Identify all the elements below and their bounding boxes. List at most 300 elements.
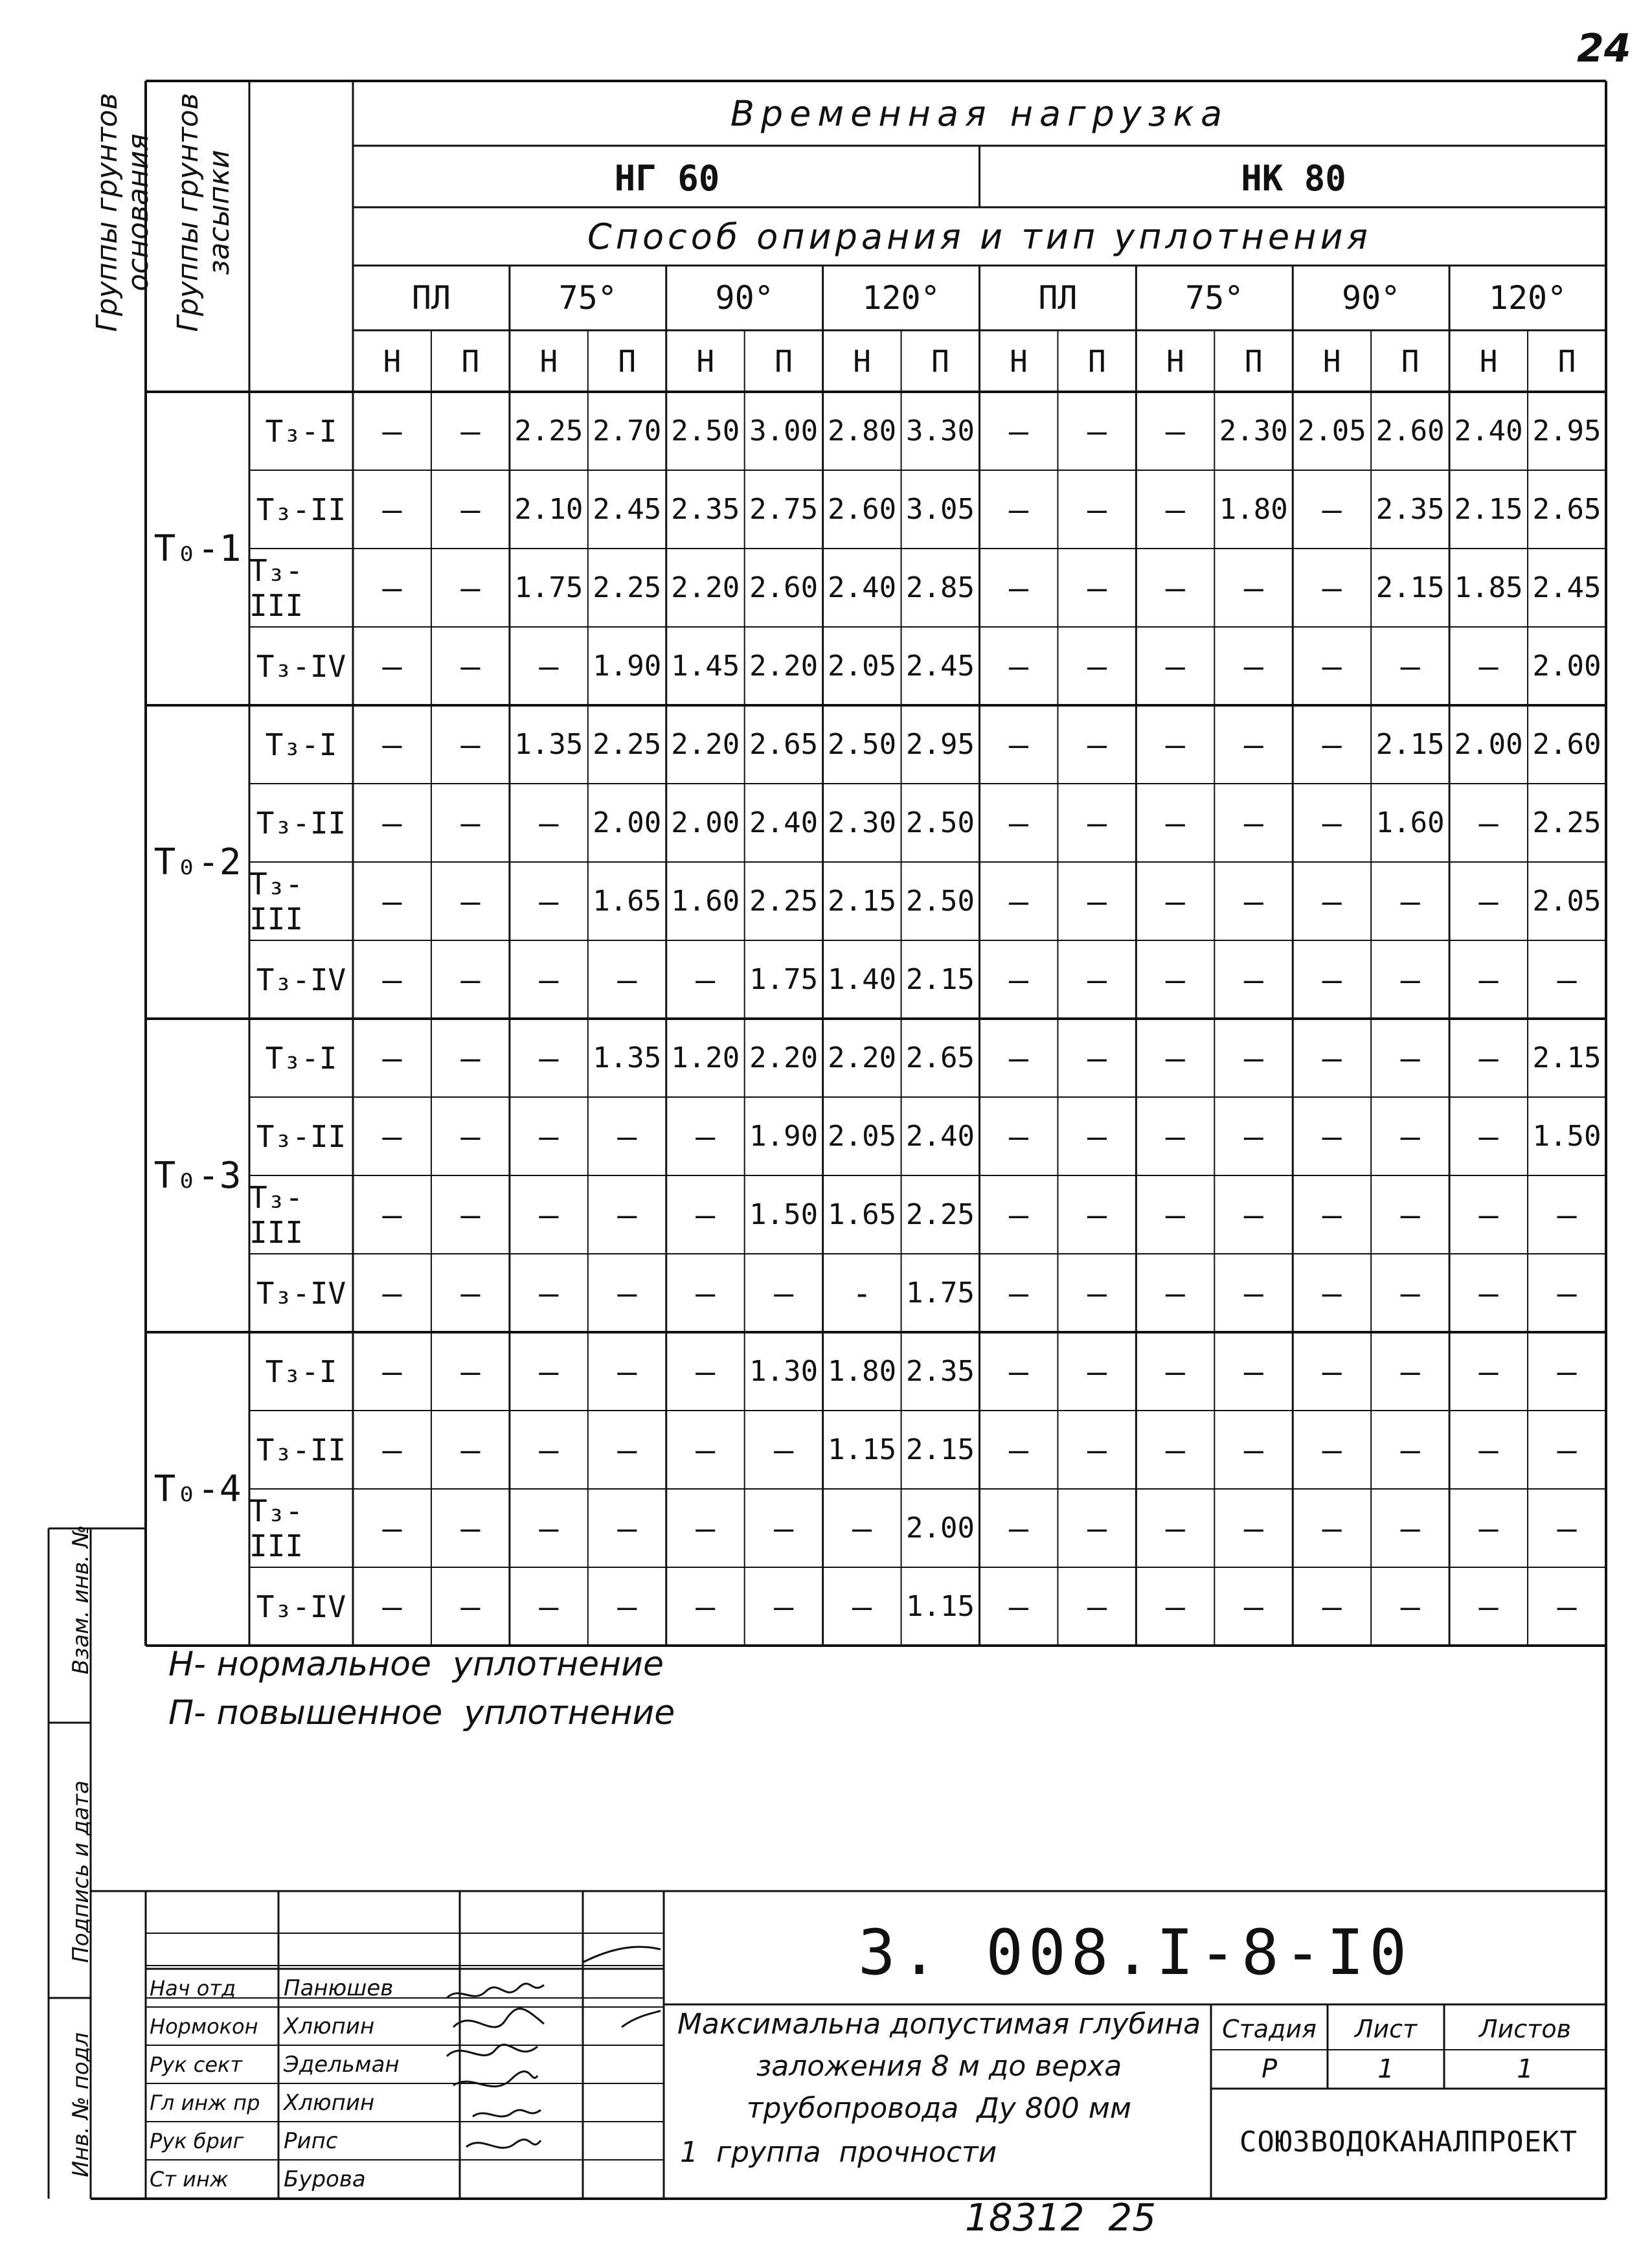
depth-value-cell: — [382,1274,402,1312]
depth-value-cell: — [1165,1196,1185,1234]
depth-value-cell: — [1243,1196,1263,1234]
depth-value-cell: — [539,960,559,999]
subcol-header-10: Н [1166,343,1184,379]
depth-value-cell: — [617,1352,637,1390]
depth-value-cell: — [382,569,402,607]
depth-value-cell: — [774,1587,794,1626]
subcol-header-1: П [461,343,480,379]
staff-name: Хлюпин [284,2089,375,2116]
depth-value-cell: — [1008,1117,1029,1155]
backfill-group-label: Т₃-III [249,866,304,936]
depth-value-cell: 3.05 [906,493,975,526]
depth-value-cell: — [1008,1352,1029,1390]
staff-role: Нормокон [150,2013,258,2039]
depth-value-cell: — [1322,960,1342,999]
depth-value-cell: — [1322,569,1342,607]
depth-value-cell: — [1322,1431,1342,1469]
depth-value-cell: — [696,1509,716,1547]
depth-value-cell: — [382,412,402,450]
depth-value-cell: 1.30 [749,1355,819,1388]
depth-value-cell: — [1478,1117,1499,1155]
depth-value-cell: 2.30 [828,806,897,839]
base-group-label: Т₀-1 [153,527,242,570]
depth-value-cell: — [1322,725,1342,764]
organization-name: СОЮЗВОДОКАНАЛПРОЕКТ [1239,2126,1578,2159]
depth-value-cell: — [1322,1117,1342,1155]
depth-value-cell: — [1165,1587,1185,1626]
depth-value-cell: — [1165,1274,1185,1312]
depth-value-cell: 1.50 [749,1198,819,1231]
depth-value-cell: — [1322,882,1342,920]
depth-value-cell: 2.05 [1297,414,1366,448]
sheets-label: Листов [1479,2014,1571,2043]
depth-value-cell: — [539,1196,559,1234]
depth-value-cell: — [1165,882,1185,920]
depth-value-cell: 2.75 [749,493,819,526]
subcol-header-2: Н [539,343,558,379]
depth-value-cell: 2.30 [1219,414,1288,448]
backfill-group-label: Т₃-II [256,805,346,841]
depth-value-cell: 2.60 [1532,728,1601,761]
angle-header-4: ПЛ [1038,279,1078,317]
depth-value-cell: — [460,960,481,999]
depth-value-cell: 2.70 [593,414,662,448]
depth-value-cell: — [539,1352,559,1390]
support-type-title: Способ опирания и тип уплотнения [587,216,1372,257]
base-group-label: Т₀-2 [153,841,242,883]
depth-value-cell: — [1087,490,1107,528]
subcol-header-12: Н [1322,343,1341,379]
depth-value-cell: 2.15 [906,1433,975,1466]
depth-value-cell: — [1400,1587,1420,1626]
depth-value-cell: — [1165,1509,1185,1547]
depth-value-cell: — [1400,1117,1420,1155]
depth-value-cell: 1.75 [514,571,583,604]
depth-value-cell: 2.05 [828,650,897,683]
depth-value-cell: — [539,804,559,842]
depth-value-cell: — [696,1352,716,1390]
depth-value-cell: — [1400,1274,1420,1312]
depth-value-cell: 2.50 [828,728,897,761]
backfill-group-label: Т₃-III [249,552,304,623]
depth-value-cell: — [460,1274,481,1312]
staff-name: Рипс [284,2127,338,2154]
depth-value-cell: — [382,1587,402,1626]
depth-value-cell: — [1087,569,1107,607]
depth-value-cell: 2.40 [749,806,819,839]
depth-value-cell: — [1400,1431,1420,1469]
depth-value-cell: 2.50 [906,806,975,839]
depth-value-cell: — [1478,1352,1499,1390]
depth-value-cell: 2.85 [906,571,975,604]
depth-value-cell: - [852,1274,872,1312]
depth-value-cell: 1.65 [593,885,662,918]
depth-value-cell: — [696,1117,716,1155]
depth-value-cell: 2.35 [906,1355,975,1388]
depth-value-cell: — [1165,1117,1185,1155]
depth-value-cell: 2.35 [1375,493,1445,526]
depth-value-cell: — [460,1431,481,1469]
base-group-label: Т₀-4 [153,1468,242,1510]
depth-value-cell: — [1008,804,1029,842]
depth-value-cell: — [1243,725,1263,764]
depth-value-cell: — [1243,1274,1263,1312]
depth-value-cell: — [1243,882,1263,920]
stamp-signature-date: Подпись и дата [68,1780,94,1963]
depth-value-cell: — [382,647,402,685]
depth-value-cell: — [1322,804,1342,842]
depth-value-cell: 2.05 [828,1120,897,1153]
depth-value-cell: — [1557,1509,1577,1547]
staff-name: Хлюпин [284,2013,375,2039]
depth-value-cell: — [1165,725,1185,764]
depth-value-cell: — [539,1117,559,1155]
depth-value-cell: 2.05 [1532,885,1601,918]
depth-value-cell: — [1008,960,1029,999]
depth-value-cell: — [1008,1509,1029,1547]
backfill-group-label: Т₃-III [249,1493,304,1563]
description-line-1: Максимальна допустимая глубина [677,2008,1201,2041]
depth-value-cell: 2.60 [749,571,819,604]
depth-value-cell: — [617,1274,637,1312]
depth-value-cell: — [696,960,716,999]
angle-header-5: 75° [1185,279,1244,317]
depth-value-cell: — [1322,1039,1342,1077]
depth-value-cell: — [1557,1352,1577,1390]
depth-value-cell: 2.50 [671,414,740,448]
depth-value-cell: — [1087,960,1107,999]
angle-header-7: 120° [1488,279,1567,317]
depth-value-cell: — [1400,1039,1420,1077]
angle-header-6: 90° [1342,279,1401,317]
depth-value-cell: — [1557,1587,1577,1626]
depth-value-cell: — [1008,1196,1029,1234]
depth-value-cell: — [1557,1274,1577,1312]
backfill-group-label: Т₃-I [265,1354,337,1389]
depth-value-cell: — [1322,1196,1342,1234]
depth-value-cell: — [852,1509,872,1547]
depth-value-cell: 1.90 [593,650,662,683]
load-group-ng60: НГ 60 [614,157,720,199]
depth-value-cell: — [1478,1431,1499,1469]
depth-value-cell: — [1087,1587,1107,1626]
depth-value-cell: — [1478,647,1499,685]
depth-value-cell: — [539,1509,559,1547]
depth-value-cell: — [1557,1196,1577,1234]
depth-value-cell: — [1478,960,1499,999]
subcol-header-5: П [775,343,793,379]
depth-value-cell: — [382,1117,402,1155]
depth-value-cell: 1.35 [593,1041,662,1074]
depth-value-cell: 1.85 [1454,571,1523,604]
depth-value-cell: — [1400,1352,1420,1390]
subcol-header-15: П [1557,343,1576,379]
depth-value-cell: 2.65 [1532,493,1601,526]
depth-value-cell: — [1243,569,1263,607]
document-code: 3. 008.I-8-I0 [857,1916,1412,1989]
depth-value-cell: 2.80 [828,414,897,448]
staff-role: Рук бриг [150,2128,244,2153]
sheet-value: 1 [1377,2054,1394,2084]
depth-value-cell: — [696,1431,716,1469]
depth-value-cell: 2.20 [671,571,740,604]
depth-value-cell: — [1008,1431,1029,1469]
subcol-header-8: Н [1010,343,1028,379]
depth-value-cell: — [696,1274,716,1312]
depth-value-cell: — [1478,1274,1499,1312]
subcol-header-9: П [1088,343,1106,379]
description-line-2: заложения 8 м до верха [756,2050,1122,2083]
depth-value-cell: — [539,647,559,685]
depth-value-cell: — [1478,1587,1499,1626]
depth-value-cell: — [539,1431,559,1469]
backfill-group-label: Т₃-II [256,1432,346,1468]
depth-value-cell: — [539,1039,559,1077]
depth-value-cell: 2.15 [1454,493,1523,526]
depth-value-cell: — [382,1039,402,1077]
depth-value-cell: — [1322,647,1342,685]
base-soil-group-header: Группы грунтов основания [90,93,155,332]
depth-value-cell: 1.75 [906,1276,975,1310]
depth-value-cell: — [1400,1509,1420,1547]
backfill-group-label: Т₃-I [265,413,337,449]
depth-value-cell: — [382,490,402,528]
stamp-inventory-original: Инв. № подл [68,2032,94,2177]
depth-value-cell: 2.00 [1532,650,1601,683]
description-line-4: 1 группа прочности [680,2136,997,2169]
depth-value-cell: 1.60 [671,885,740,918]
depth-value-cell: — [1165,1039,1185,1077]
backfill-group-label: Т₃-IV [256,1275,346,1311]
depth-value-cell: — [1400,882,1420,920]
subcol-header-11: П [1244,343,1263,379]
subcol-header-14: Н [1479,343,1498,379]
depth-value-cell: — [1243,1431,1263,1469]
depth-value-cell: 1.80 [828,1355,897,1388]
depth-value-cell: — [617,1196,637,1234]
depth-value-cell: 2.15 [1532,1041,1601,1074]
depth-value-cell: 1.50 [1532,1120,1601,1153]
staff-role: Рук сект [150,2052,242,2077]
subcol-header-13: П [1401,343,1420,379]
depth-value-cell: 2.60 [828,493,897,526]
depth-value-cell: 1.35 [514,728,583,761]
depth-value-cell: — [382,804,402,842]
depth-value-cell: — [1008,1039,1029,1077]
depth-value-cell: 2.00 [906,1512,975,1545]
depth-value-cell: — [617,1509,637,1547]
depth-value-cell: — [1087,1352,1107,1390]
depth-value-cell: — [1087,1117,1107,1155]
depth-value-cell: — [696,1196,716,1234]
staff-name: Эдельман [284,2051,400,2078]
depth-value-cell: 2.00 [671,806,740,839]
depth-value-cell: — [382,1196,402,1234]
depth-value-cell: 2.00 [593,806,662,839]
backfill-group-label: Т₃-I [265,727,337,762]
depth-value-cell: — [1478,804,1499,842]
stage-label: Стадия [1222,2014,1317,2043]
angle-header-0: ПЛ [411,279,451,317]
depth-value-cell: — [460,1039,481,1077]
depth-value-cell: — [1322,1587,1342,1626]
depth-value-cell: 2.50 [906,885,975,918]
depth-value-cell: — [1165,1352,1185,1390]
depth-value-cell: — [1557,960,1577,999]
depth-value-cell: — [1008,882,1029,920]
sheets-value: 1 [1517,2054,1533,2084]
table-title: Временная нагрузка [730,93,1229,134]
depth-value-cell: — [1478,1039,1499,1077]
depth-value-cell: 1.80 [1219,493,1288,526]
depth-value-cell: — [1087,1431,1107,1469]
depth-value-cell: — [1243,1039,1263,1077]
depth-value-cell: — [1008,647,1029,685]
depth-value-cell: — [460,882,481,920]
depth-value-cell: — [1478,882,1499,920]
page-number: 24 [1577,26,1631,71]
depth-value-cell: — [1087,725,1107,764]
depth-value-cell: — [382,725,402,764]
load-group-nk80: НК 80 [1241,157,1346,199]
depth-value-cell: 2.65 [749,728,819,761]
depth-value-cell: — [617,1587,637,1626]
depth-value-cell: — [460,804,481,842]
depth-value-cell: 1.40 [828,963,897,996]
depth-value-cell: 1.90 [749,1120,819,1153]
depth-value-cell: 2.25 [906,1198,975,1231]
depth-value-cell: — [774,1431,794,1469]
depth-value-cell: — [1008,569,1029,607]
depth-value-cell: 2.40 [906,1120,975,1153]
stamp-replace-inv: Взам. инв. № [68,1525,94,1675]
depth-value-cell: — [1243,960,1263,999]
staff-name: Панюшев [284,1975,394,2001]
depth-value-cell: 1.20 [671,1041,740,1074]
depth-value-cell: 2.20 [749,650,819,683]
depth-value-cell: — [1322,1352,1342,1390]
depth-value-cell: — [460,1352,481,1390]
depth-value-cell: 1.65 [828,1198,897,1231]
depth-value-cell: — [539,1274,559,1312]
depth-value-cell: 2.15 [1375,571,1445,604]
depth-value-cell: 2.10 [514,493,583,526]
depth-value-cell: — [1165,647,1185,685]
depth-value-cell: 2.00 [1454,728,1523,761]
depth-value-cell: 2.95 [906,728,975,761]
depth-value-cell: — [774,1509,794,1547]
depth-value-cell: — [460,490,481,528]
depth-value-cell: — [617,1117,637,1155]
depth-value-cell: — [539,882,559,920]
subcol-header-0: Н [383,343,402,379]
backfill-group-label: Т₃-I [265,1040,337,1076]
depth-value-cell: — [1165,804,1185,842]
subcol-header-6: Н [853,343,871,379]
depth-value-cell: — [1478,1196,1499,1234]
archive-number: 18312 25 [965,2195,1157,2240]
depth-value-cell: — [460,1587,481,1626]
angle-header-2: 90° [715,279,774,317]
angle-header-1: 75° [558,279,617,317]
depth-value-cell: — [1400,1196,1420,1234]
depth-value-cell: 2.15 [1375,728,1445,761]
depth-value-cell: — [1087,1509,1107,1547]
depth-value-cell: — [1087,1039,1107,1077]
depth-value-cell: — [1008,1587,1029,1626]
depth-value-cell: — [774,1274,794,1312]
subcol-header-4: Н [696,343,715,379]
depth-value-cell: 2.40 [1454,414,1523,448]
depth-value-cell: 2.45 [593,493,662,526]
depth-value-cell: — [1400,647,1420,685]
backfill-group-label: Т₃-II [256,492,346,527]
depth-value-cell: 2.60 [1375,414,1445,448]
depth-value-cell: 2.25 [593,728,662,761]
stage-value: Р [1261,2054,1278,2084]
depth-value-cell: 2.15 [906,963,975,996]
depth-value-cell: 1.45 [671,650,740,683]
depth-value-cell: — [1087,412,1107,450]
depth-value-cell: — [460,1509,481,1547]
depth-value-cell: — [460,1117,481,1155]
depth-value-cell: — [460,725,481,764]
depth-value-cell: — [1322,1274,1342,1312]
depth-value-cell: — [1243,804,1263,842]
depth-value-cell: — [1243,1117,1263,1155]
base-group-label: Т₀-3 [153,1154,242,1197]
depth-value-cell: 1.15 [906,1590,975,1623]
depth-value-cell: 1.75 [749,963,819,996]
depth-value-cell: — [1087,1274,1107,1312]
depth-value-cell: — [1087,804,1107,842]
depth-value-cell: — [1165,569,1185,607]
depth-value-cell: — [852,1587,872,1626]
backfill-group-label: Т₃-III [249,1179,304,1250]
note-increased: П- повышенное уплотнение [168,1694,675,1732]
depth-value-cell: 2.20 [749,1041,819,1074]
staff-name: Бурова [284,2166,366,2192]
backfill-group-label: Т₃-IV [256,1589,346,1624]
backfill-group-label: Т₃-II [256,1118,346,1154]
depth-value-cell: — [1087,1196,1107,1234]
depth-value-cell: 2.20 [671,728,740,761]
depth-value-cell: — [1087,647,1107,685]
staff-role: Ст инж [150,2166,229,2192]
note-normal: Н- нормальное уплотнение [168,1645,664,1684]
depth-value-cell: — [1400,960,1420,999]
depth-value-cell: — [1165,490,1185,528]
angle-header-3: 120° [862,279,940,317]
depth-value-cell: 2.35 [671,493,740,526]
depth-value-cell: — [1322,490,1342,528]
depth-value-cell: 2.15 [828,885,897,918]
depth-value-cell: — [460,1196,481,1234]
depth-value-cell: — [1243,1587,1263,1626]
backfill-soil-group-header: Группы грунтов засыпки [171,93,236,332]
depth-value-cell: — [1243,647,1263,685]
description-line-3: трубопровода Ду 800 мм [746,2092,1132,2125]
depth-value-cell: 2.20 [828,1041,897,1074]
depth-value-cell: 2.45 [906,650,975,683]
depth-value-cell: — [1322,1509,1342,1547]
depth-value-cell: 2.95 [1532,414,1601,448]
staff-role: Нач отд [150,1975,236,2001]
depth-value-cell: 1.60 [1375,806,1445,839]
depth-value-cell: 3.00 [749,414,819,448]
depth-value-cell: 2.25 [593,571,662,604]
depth-value-cell: — [1008,1274,1029,1312]
